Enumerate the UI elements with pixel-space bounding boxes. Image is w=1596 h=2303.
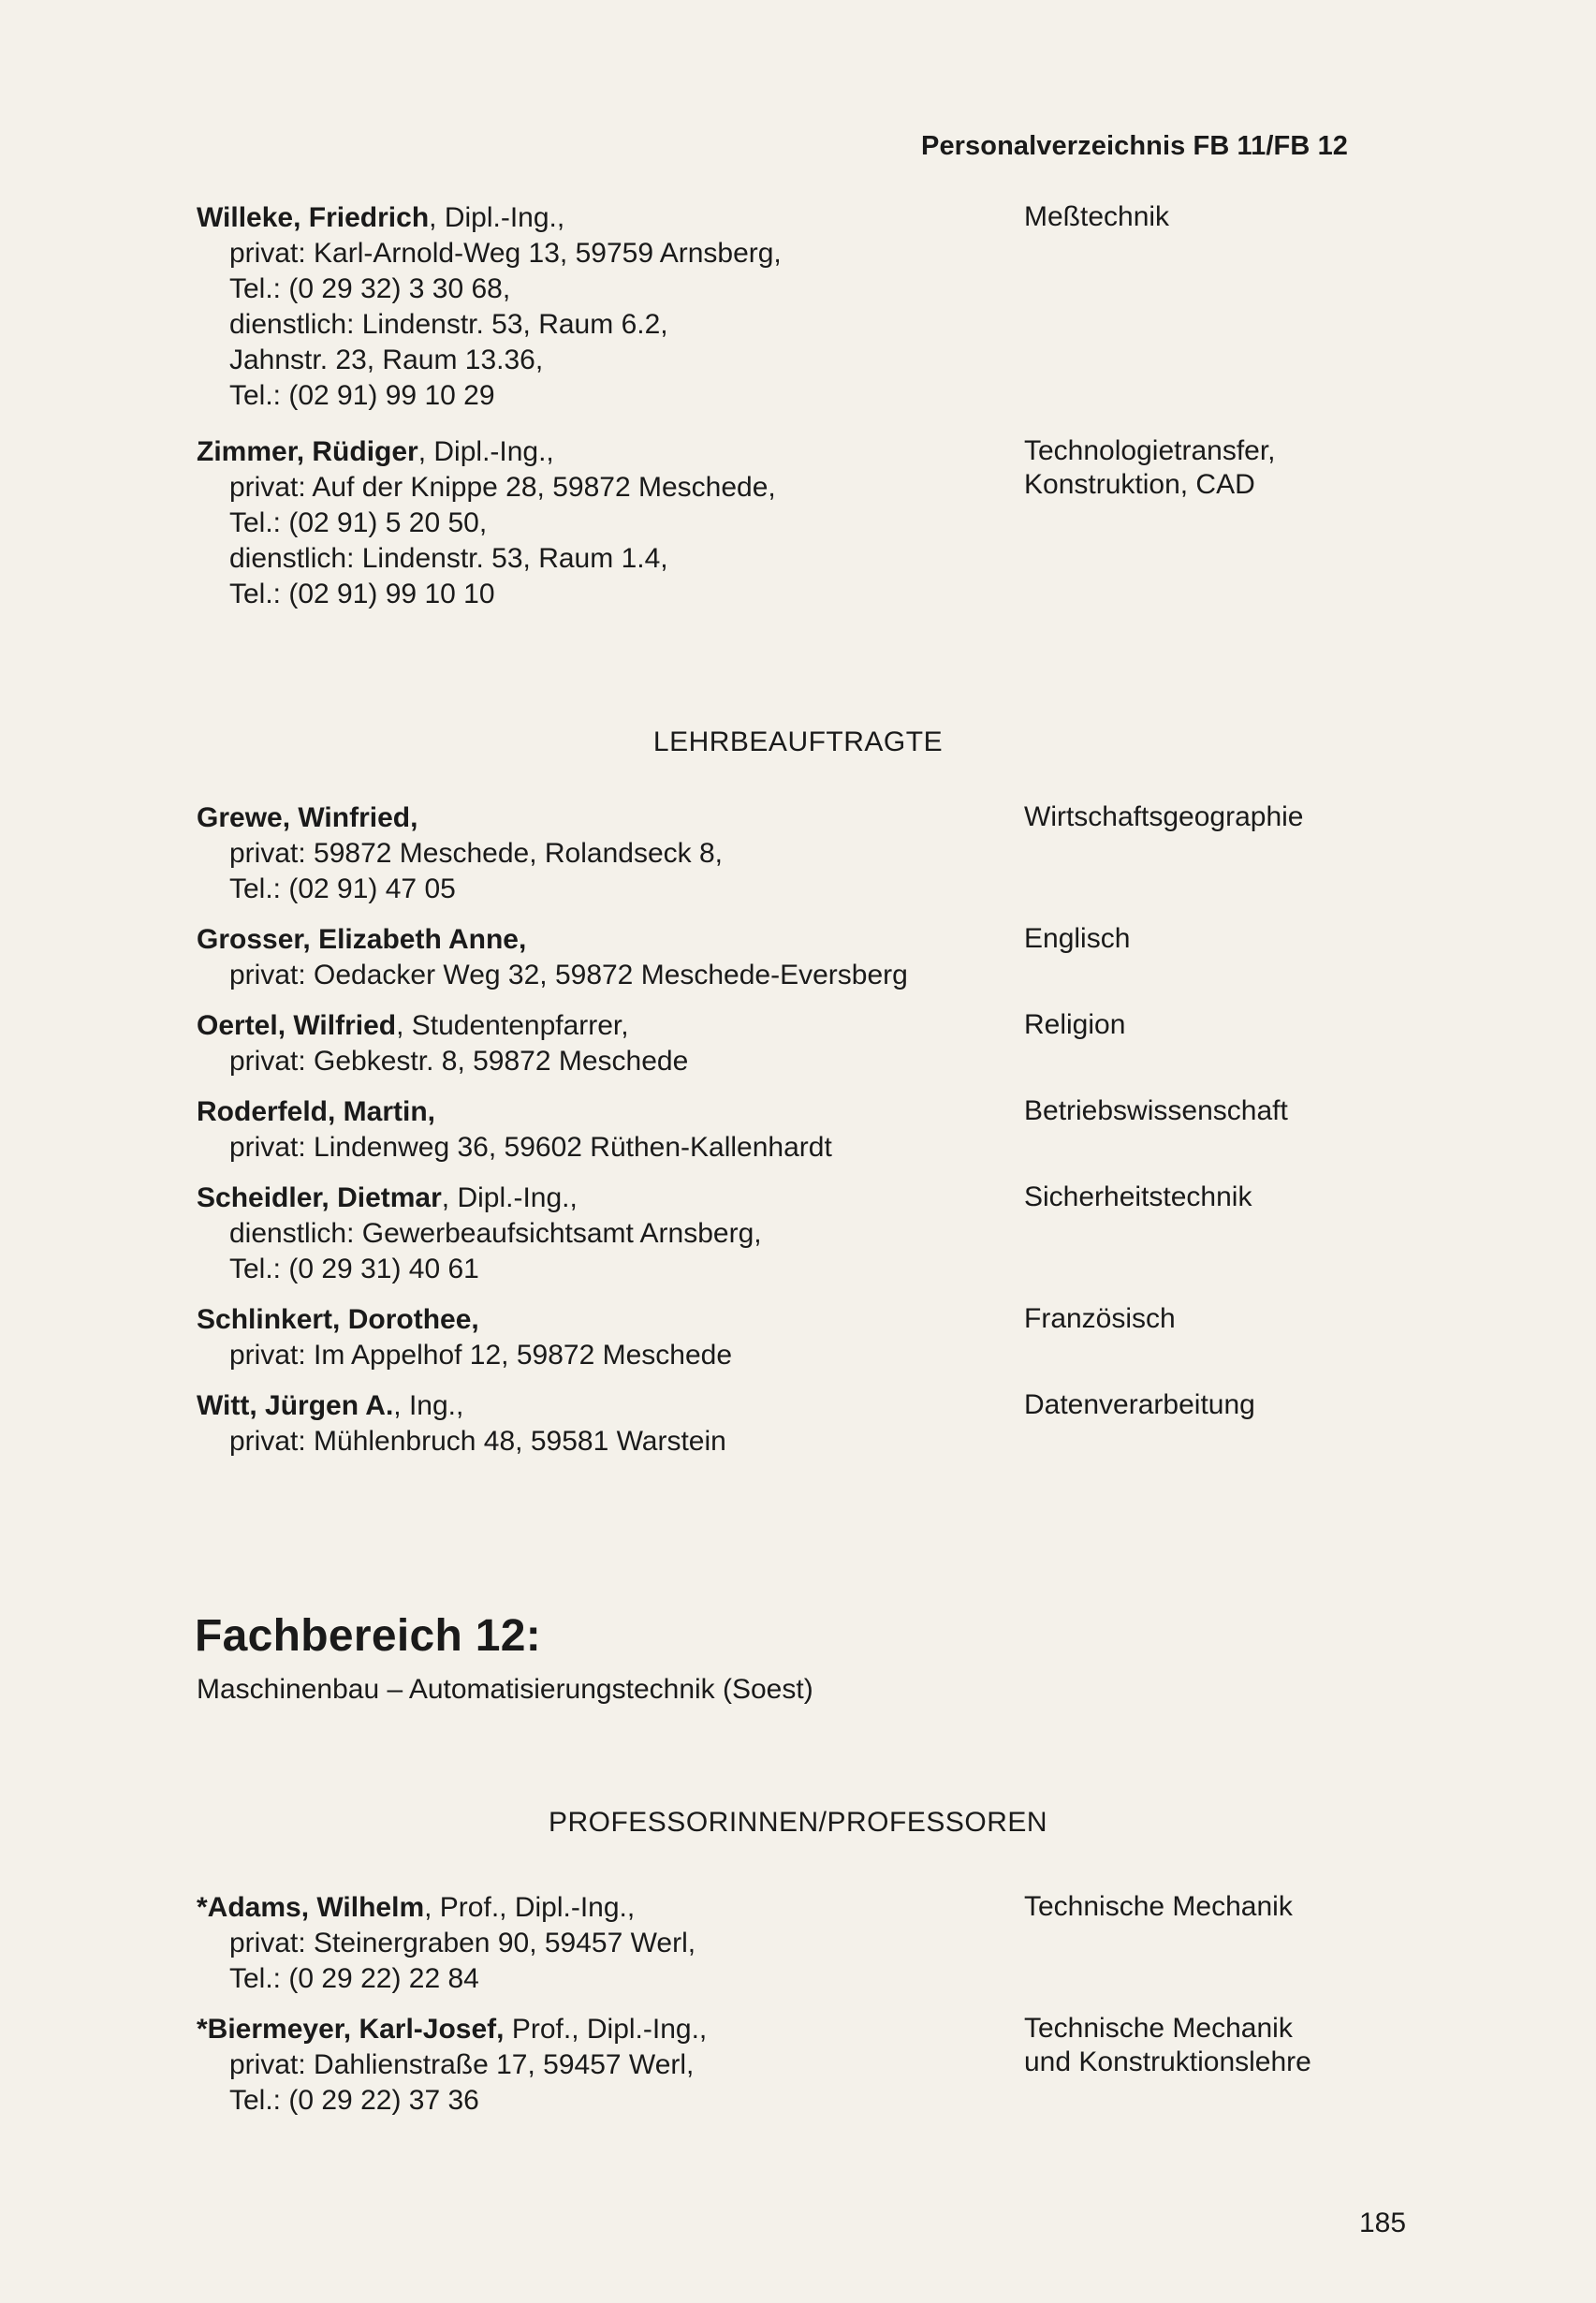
entry-name-line <box>197 200 1002 236</box>
entry-subject <box>1024 1890 1445 1924</box>
entry-name: Grewe, Winfried, <box>197 802 418 833</box>
subject-line: Religion <box>1024 1009 1126 1040</box>
entry-name-line <box>197 800 1002 836</box>
entry-line: Tel.: (0 29 22) 22 84 <box>229 1963 479 1994</box>
entry-details <box>197 1181 1002 1287</box>
entry-name: Witt, Jürgen A. <box>197 1390 394 1421</box>
entry-line: Tel.: (02 91) 47 05 <box>229 873 456 904</box>
subject-line: Konstruktion, CAD <box>1024 469 1255 500</box>
page-number: 185 <box>1359 2208 1407 2238</box>
entry-line: Tel.: (02 91) 5 20 50, <box>229 507 488 538</box>
entry-name: *Adams, Wilhelm <box>197 1892 425 1923</box>
entry-name-line <box>197 1890 1002 1926</box>
entry-title: , Studentenpfarrer, <box>396 1010 629 1041</box>
entry-subject <box>1024 800 1445 834</box>
entry-line: Jahnstr. 23, Raum 13.36, <box>229 345 544 375</box>
entry-name-line <box>197 1181 1002 1216</box>
subject-line: Technische Mechanik <box>1024 1891 1293 1922</box>
subject-line: Meßtechnik <box>1024 201 1170 232</box>
subject-line: Wirtschaftsgeographie <box>1024 801 1304 832</box>
entry-line: Tel.: (02 91) 99 10 29 <box>229 380 495 411</box>
entry-title: , Dipl.-Ing., <box>417 436 554 467</box>
entry-title: , Dipl.-Ing., <box>429 202 565 233</box>
entry-details <box>197 1302 1002 1373</box>
fachbereich-title: Fachbereich 12: <box>195 1611 541 1661</box>
entry-name: Grosser, Elizabeth Anne, <box>197 924 527 955</box>
subject-line: Betriebswissenschaft <box>1024 1095 1288 1126</box>
entry-name: Schlinkert, Dorothee, <box>197 1304 479 1335</box>
entry-line: Tel.: (02 91) 99 10 10 <box>229 579 495 609</box>
entry-details <box>197 1890 1002 1997</box>
entry-title: , Dipl.-Ing., <box>441 1182 578 1213</box>
entry-subject <box>1024 200 1445 234</box>
entry-subject <box>1024 1181 1445 1214</box>
entry-line: privat: Im Appelhof 12, 59872 Meschede <box>229 1340 733 1371</box>
entry-name: *Biermeyer, Karl-Josef, <box>197 2014 505 2045</box>
entry-details <box>197 1094 1002 1166</box>
entry-line: Tel.: (0 29 22) 37 36 <box>229 2085 479 2116</box>
entry-name: Zimmer, Rüdiger <box>197 436 418 467</box>
section-heading-professoren: PROFESSORINNEN/PROFESSOREN <box>548 1807 1048 1838</box>
entry-name: Willeke, Friedrich <box>197 202 430 233</box>
entry-title: , Ing., <box>393 1390 464 1421</box>
running-head: Personalverzeichnis FB 11/FB 12 <box>921 131 1349 161</box>
entry-details <box>197 434 1002 612</box>
entry-line: Tel.: (0 29 31) 40 61 <box>229 1254 479 1284</box>
entry-subject <box>1024 2012 1445 2079</box>
subject-line: Technologietransfer, <box>1024 435 1276 466</box>
entry-subject <box>1024 1388 1445 1422</box>
entry-name-line <box>197 2012 1002 2047</box>
entry-line: dienstlich: Lindenstr. 53, Raum 6.2, <box>229 309 668 340</box>
entry-line: privat: 59872 Meschede, Rolandseck 8, <box>229 838 723 869</box>
entry-name-line <box>197 1388 1002 1424</box>
subject-line: Sicherheitstechnik <box>1024 1181 1252 1212</box>
entry-line: privat: Mühlenbruch 48, 59581 Warstein <box>229 1426 726 1457</box>
entry-details <box>197 1388 1002 1460</box>
entry-title: Prof., Dipl.-Ing., <box>504 2014 708 2045</box>
fachbereich-subtitle: Maschinenbau – Automatisierungstechnik (Soest) <box>197 1674 813 1705</box>
entry-name-line <box>197 1008 1002 1044</box>
entry-line: privat: Auf der Knippe 28, 59872 Meschede, <box>229 472 776 503</box>
entry-details <box>197 2012 1002 2119</box>
entry-line: Tel.: (0 29 32) 3 30 68, <box>229 273 511 304</box>
section-heading-lehrbeauftragte: LEHRBEAUFTRAGTE <box>652 726 944 757</box>
subject-line: und Konstruktionslehre <box>1024 2046 1311 2077</box>
entry-line: privat: Steinergraben 90, 59457 Werl, <box>229 1928 696 1958</box>
entry-subject <box>1024 922 1445 956</box>
entry-line: dienstlich: Lindenstr. 53, Raum 1.4, <box>229 543 668 574</box>
entry-line: privat: Karl-Arnold-Weg 13, 59759 Arnsberg, <box>229 238 782 269</box>
entry-line: privat: Lindenweg 36, 59602 Rüthen-Kallenhardt <box>229 1132 832 1163</box>
entry-name-line <box>197 1094 1002 1130</box>
entry-name: Scheidler, Dietmar <box>197 1182 442 1213</box>
entry-name: Oertel, Wilfried <box>197 1010 397 1041</box>
entry-line: privat: Oedacker Weg 32, 59872 Meschede-Eversberg <box>229 960 908 990</box>
entry-name-line <box>197 922 1002 958</box>
entry-subject <box>1024 1094 1445 1128</box>
entry-subject <box>1024 434 1445 502</box>
entry-details <box>197 1008 1002 1079</box>
entry-title: , Prof., Dipl.-Ing., <box>424 1892 636 1923</box>
entry-details <box>197 800 1002 907</box>
subject-line: Datenverarbeitung <box>1024 1389 1255 1420</box>
entry-name-line <box>197 1302 1002 1338</box>
subject-line: Englisch <box>1024 923 1131 954</box>
entry-details <box>197 922 1002 993</box>
entry-subject <box>1024 1008 1445 1042</box>
subject-line: Französisch <box>1024 1303 1176 1334</box>
entry-name-line <box>197 434 1002 470</box>
entry-name: Roderfeld, Martin, <box>197 1096 436 1127</box>
entry-details <box>197 200 1002 414</box>
entry-line: privat: Dahlienstraße 17, 59457 Werl, <box>229 2049 695 2080</box>
entry-line: privat: Gebkestr. 8, 59872 Meschede <box>229 1046 689 1077</box>
subject-line: Technische Mechanik <box>1024 2013 1293 2044</box>
entry-subject <box>1024 1302 1445 1336</box>
entry-line: dienstlich: Gewerbeaufsichtsamt Arnsberg, <box>229 1218 762 1249</box>
